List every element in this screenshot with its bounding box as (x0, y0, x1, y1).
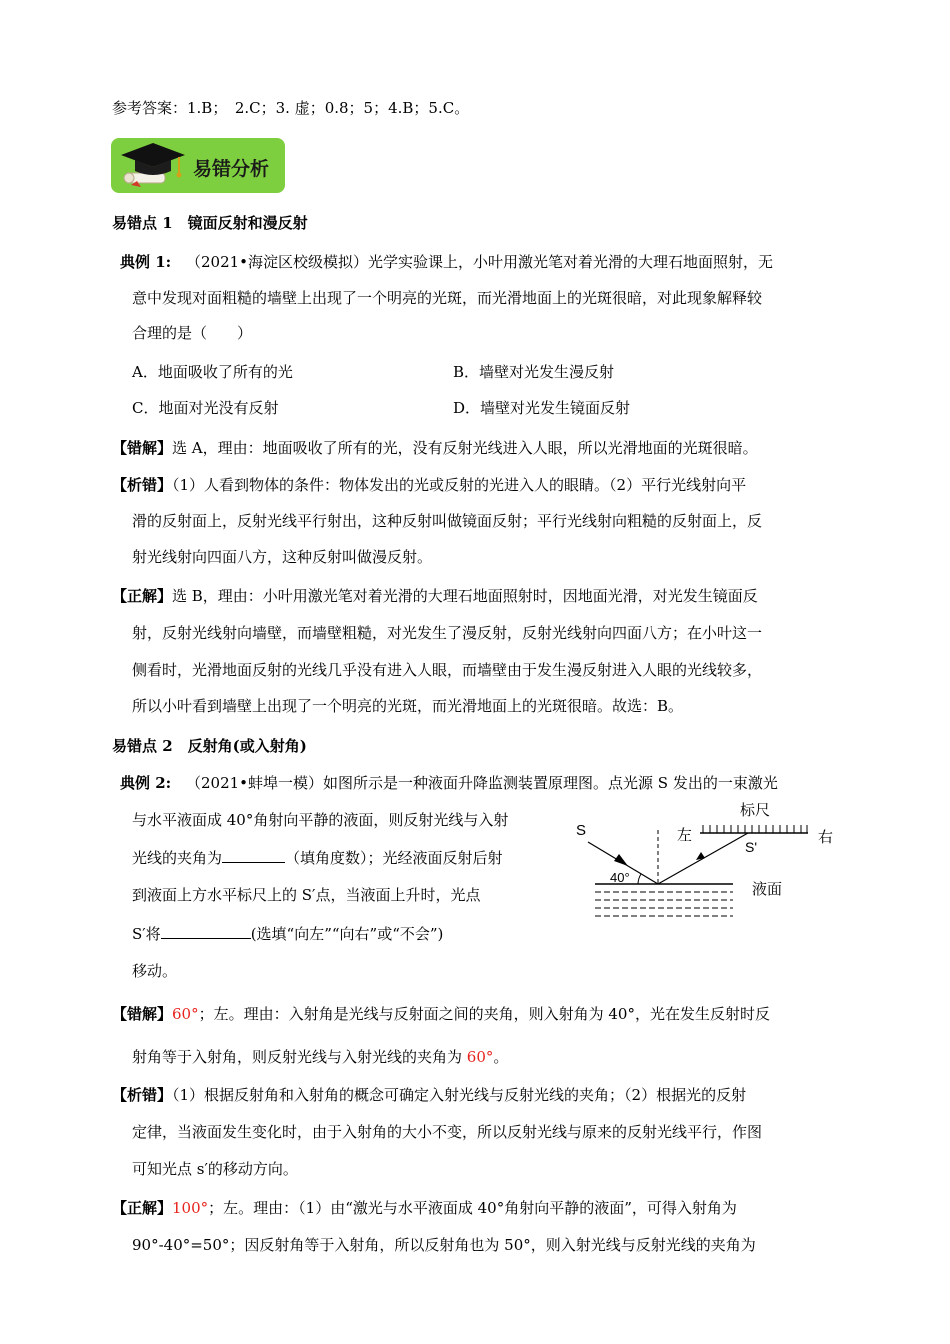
wrong-solution-2 (112, 1003, 770, 1025)
ruler (700, 825, 808, 833)
analysis-text: （1）根据反射角和入射角的概念可确定入射光线与反射光线的夹角；（2）根据光的反射 (172, 1086, 747, 1104)
label-right: 右 (818, 828, 834, 846)
label-left: 左 (677, 826, 693, 844)
example2-label: 典例 2: (120, 774, 172, 792)
correct-text: 侧看时，光滑地面反射的光线几乎没有进入人眼，而墙壁由于发生漫反射进入人眼的光线较多， (132, 661, 763, 679)
example2-question-line: （2021•蚌埠一模）如图所示是一种液面升降监测装置原理图。点光源 S 发出的一束激光 (186, 774, 778, 792)
analysis-text: （1）人看到物体的条件：物体发出的光或反射的光进入人的眼睛。（2）平行光线射向平 (172, 476, 747, 494)
option-d: D．墙壁对光发生镜面反射 (453, 399, 631, 417)
correct-text: 选 B，理由：小叶用激光笔对着光滑的大理石地面照射时，因地面光滑，对光发生镜面反 (172, 587, 758, 605)
analysis-text: 滑的反射面上，反射光线平行射出，这种反射叫做镜面反射；平行光线射向粗糙的反射面上，反 (132, 512, 763, 530)
section-badge (111, 138, 285, 193)
analysis-text: 可知光点 s′的移动方向。 (132, 1160, 298, 1178)
analysis-1 (112, 474, 746, 496)
liquid-hatching (595, 892, 733, 916)
angle-arc (638, 874, 641, 884)
label-ruler: 标尺 (740, 801, 771, 819)
q-text: (选填“向左”“向右”或“不会”) (250, 925, 444, 943)
wrong-text: 选 A，理由：地面吸收了所有的光，没有反射光线进入人眼，所以光滑地面的光斑很暗。 (172, 439, 758, 457)
example1-question-line: 合理的是（ ） (132, 324, 253, 342)
label-angle-40: 40° (610, 870, 630, 885)
point2-heading: 易错点 2 反射角(或入射角) (112, 737, 307, 755)
example2-question-line: 移动。 (132, 962, 178, 980)
wrong-label: 【错解】 (112, 1005, 173, 1023)
wrong-solution-1 (112, 437, 758, 459)
example2-question-line: 到液面上方水平标尺上的 S′点，当液面上升时，光点 (132, 886, 481, 904)
example1-label: 典例 1: (120, 253, 172, 271)
answer-blank-angle (222, 846, 285, 863)
wrong-text: 射角等于入射角，则反射光线与入射光线的夹角为 (132, 1048, 467, 1066)
analysis-label: 【析错】 (112, 476, 173, 494)
section-badge-label: 易错分析 (193, 158, 270, 180)
q-text: 光线的夹角为 (132, 849, 223, 867)
analysis-text: 射光线射向四面八方，这种反射叫做漫反射。 (132, 548, 433, 566)
correct-solution-2 (112, 1197, 737, 1219)
example2-question-line (132, 846, 503, 869)
wrong-text: ；左。理由：入射角是光线与反射面之间的夹角，则入射角为 40°，光在发生反射时反 (198, 1005, 770, 1023)
wrong-value: 60° (466, 1048, 494, 1066)
option-a: A．地面吸收了所有的光 (132, 363, 293, 381)
point1-heading: 易错点 1 镜面反射和漫反射 (112, 214, 308, 232)
correct-label: 【正解】 (112, 587, 173, 605)
q-text: （填角度数）；光经液面反射后射 (285, 849, 503, 867)
wrong-value: 60° (172, 1005, 199, 1023)
correct-text: 射，反射光线射向墙壁，而墙壁粗糙，对光发生了漫反射，反射光线射向四面八方；在小叶这一 (132, 624, 763, 642)
answer-blank-direction (161, 922, 251, 939)
analysis-2 (112, 1084, 746, 1106)
graduation-cap-icon (117, 141, 193, 191)
reflected-ray (658, 833, 748, 884)
correct-text: 90°-40°=50°；因反射角等于入射角，所以反射角也为 50°，则入射光线与反射光线的夹角为 (132, 1236, 756, 1254)
incident-arrow-icon (614, 854, 628, 866)
answer-key: 参考答案：1.B； 2.C；3. 虚；0.8；5；4.B；5.C。 (112, 99, 470, 117)
example2-question-line: 与水平液面成 40°角射向平静的液面，则反射光线与入射 (132, 811, 509, 829)
example2-question-line (132, 922, 443, 945)
wrong-text: 。 (493, 1048, 509, 1066)
correct-text: ；左。理由：（1）由“激光与水平液面成 40°角射向平静的液面”，可得入射角为 (208, 1199, 737, 1217)
analysis-label: 【析错】 (112, 1086, 173, 1104)
q-text: S′将 (132, 925, 161, 943)
option-b: B．墙壁对光发生漫反射 (453, 363, 615, 381)
label-s-prime: S' (745, 839, 758, 855)
example1-question-line: 意中发现对面粗糙的墙壁上出现了一个明亮的光斑，而光滑地面上的光斑很暗，对此现象解释较 (132, 289, 763, 307)
option-c: C．地面对光没有反射 (132, 399, 279, 417)
correct-value: 100° (172, 1199, 209, 1217)
label-source-s: S (576, 822, 587, 839)
correct-solution-1 (112, 585, 758, 607)
wrong-solution-2-line2 (132, 1046, 508, 1068)
analysis-text: 定律，当液面发生变化时，由于入射角的大小不变，所以反射光线与原来的反射光线平行，作图 (132, 1123, 763, 1141)
correct-text: 所以小叶看到墙壁上出现了一个明亮的光斑，而光滑地面上的光斑很暗。故选：B。 (132, 697, 684, 715)
wrong-label: 【错解】 (112, 439, 173, 457)
correct-label: 【正解】 (112, 1199, 173, 1217)
liquid-level-diagram (570, 800, 840, 940)
example1-question-line: （2021•海淀区校级模拟）光学实验课上，小叶用激光笔对着光滑的大理石地面照射，无 (186, 253, 774, 271)
label-liquid-surface: 液面 (752, 880, 783, 898)
